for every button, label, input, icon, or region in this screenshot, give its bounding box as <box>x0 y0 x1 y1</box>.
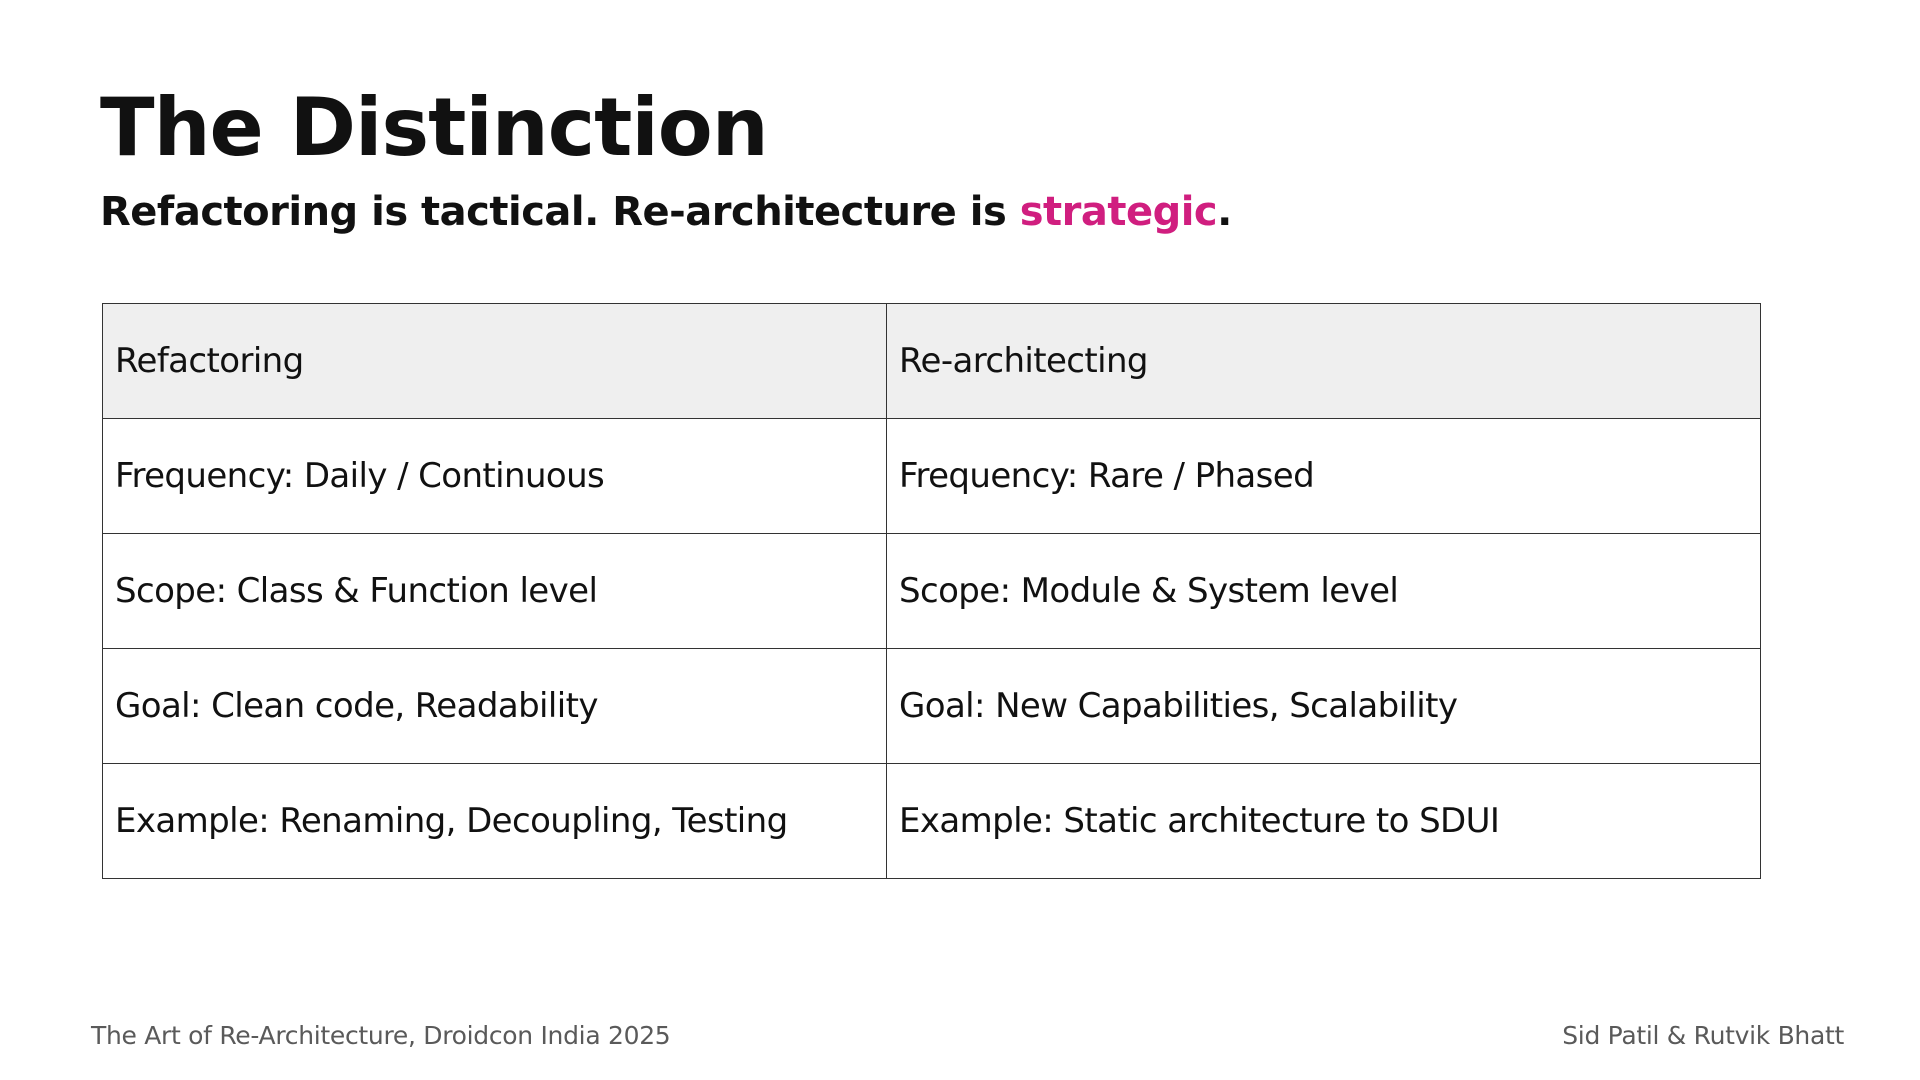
table-row <box>103 649 1761 764</box>
cell-refactoring-frequency: Frequency: Daily / Continuous <box>103 419 887 534</box>
comparison-table <box>102 303 1761 879</box>
cell-refactoring-scope: Scope: Class & Function level <box>103 534 887 649</box>
cell-rearchitecting-goal: Goal: New Capabilities, Scalability <box>887 649 1761 764</box>
cell-rearchitecting-example: Example: Static architecture to SDUI <box>887 764 1761 879</box>
subtitle-accent-word: strategic <box>1019 189 1218 235</box>
subtitle-text: Refactoring is tactical. Re-architecture is <box>100 189 1020 235</box>
cell-rearchitecting-scope: Scope: Module & System level <box>887 534 1761 649</box>
header-rearchitecting: Re-architecting <box>887 304 1761 419</box>
cell-refactoring-goal: Goal: Clean code, Readability <box>103 649 887 764</box>
cell-rearchitecting-frequency: Frequency: Rare / Phased <box>887 419 1761 534</box>
slide-title: The Distinction <box>100 81 768 174</box>
header-refactoring: Refactoring <box>103 304 887 419</box>
table-row <box>103 419 1761 534</box>
footer-event: The Art of Re-Architecture, Droidcon India 2025 <box>91 1021 671 1050</box>
slide-subtitle <box>100 186 1232 238</box>
footer-authors: Sid Patil & Rutvik Bhatt <box>1562 1021 1844 1050</box>
cell-refactoring-example: Example: Renaming, Decoupling, Testing <box>103 764 887 879</box>
subtitle-end: . <box>1217 189 1232 235</box>
table-header-row <box>103 304 1761 419</box>
table-row <box>103 764 1761 879</box>
table-row <box>103 534 1761 649</box>
